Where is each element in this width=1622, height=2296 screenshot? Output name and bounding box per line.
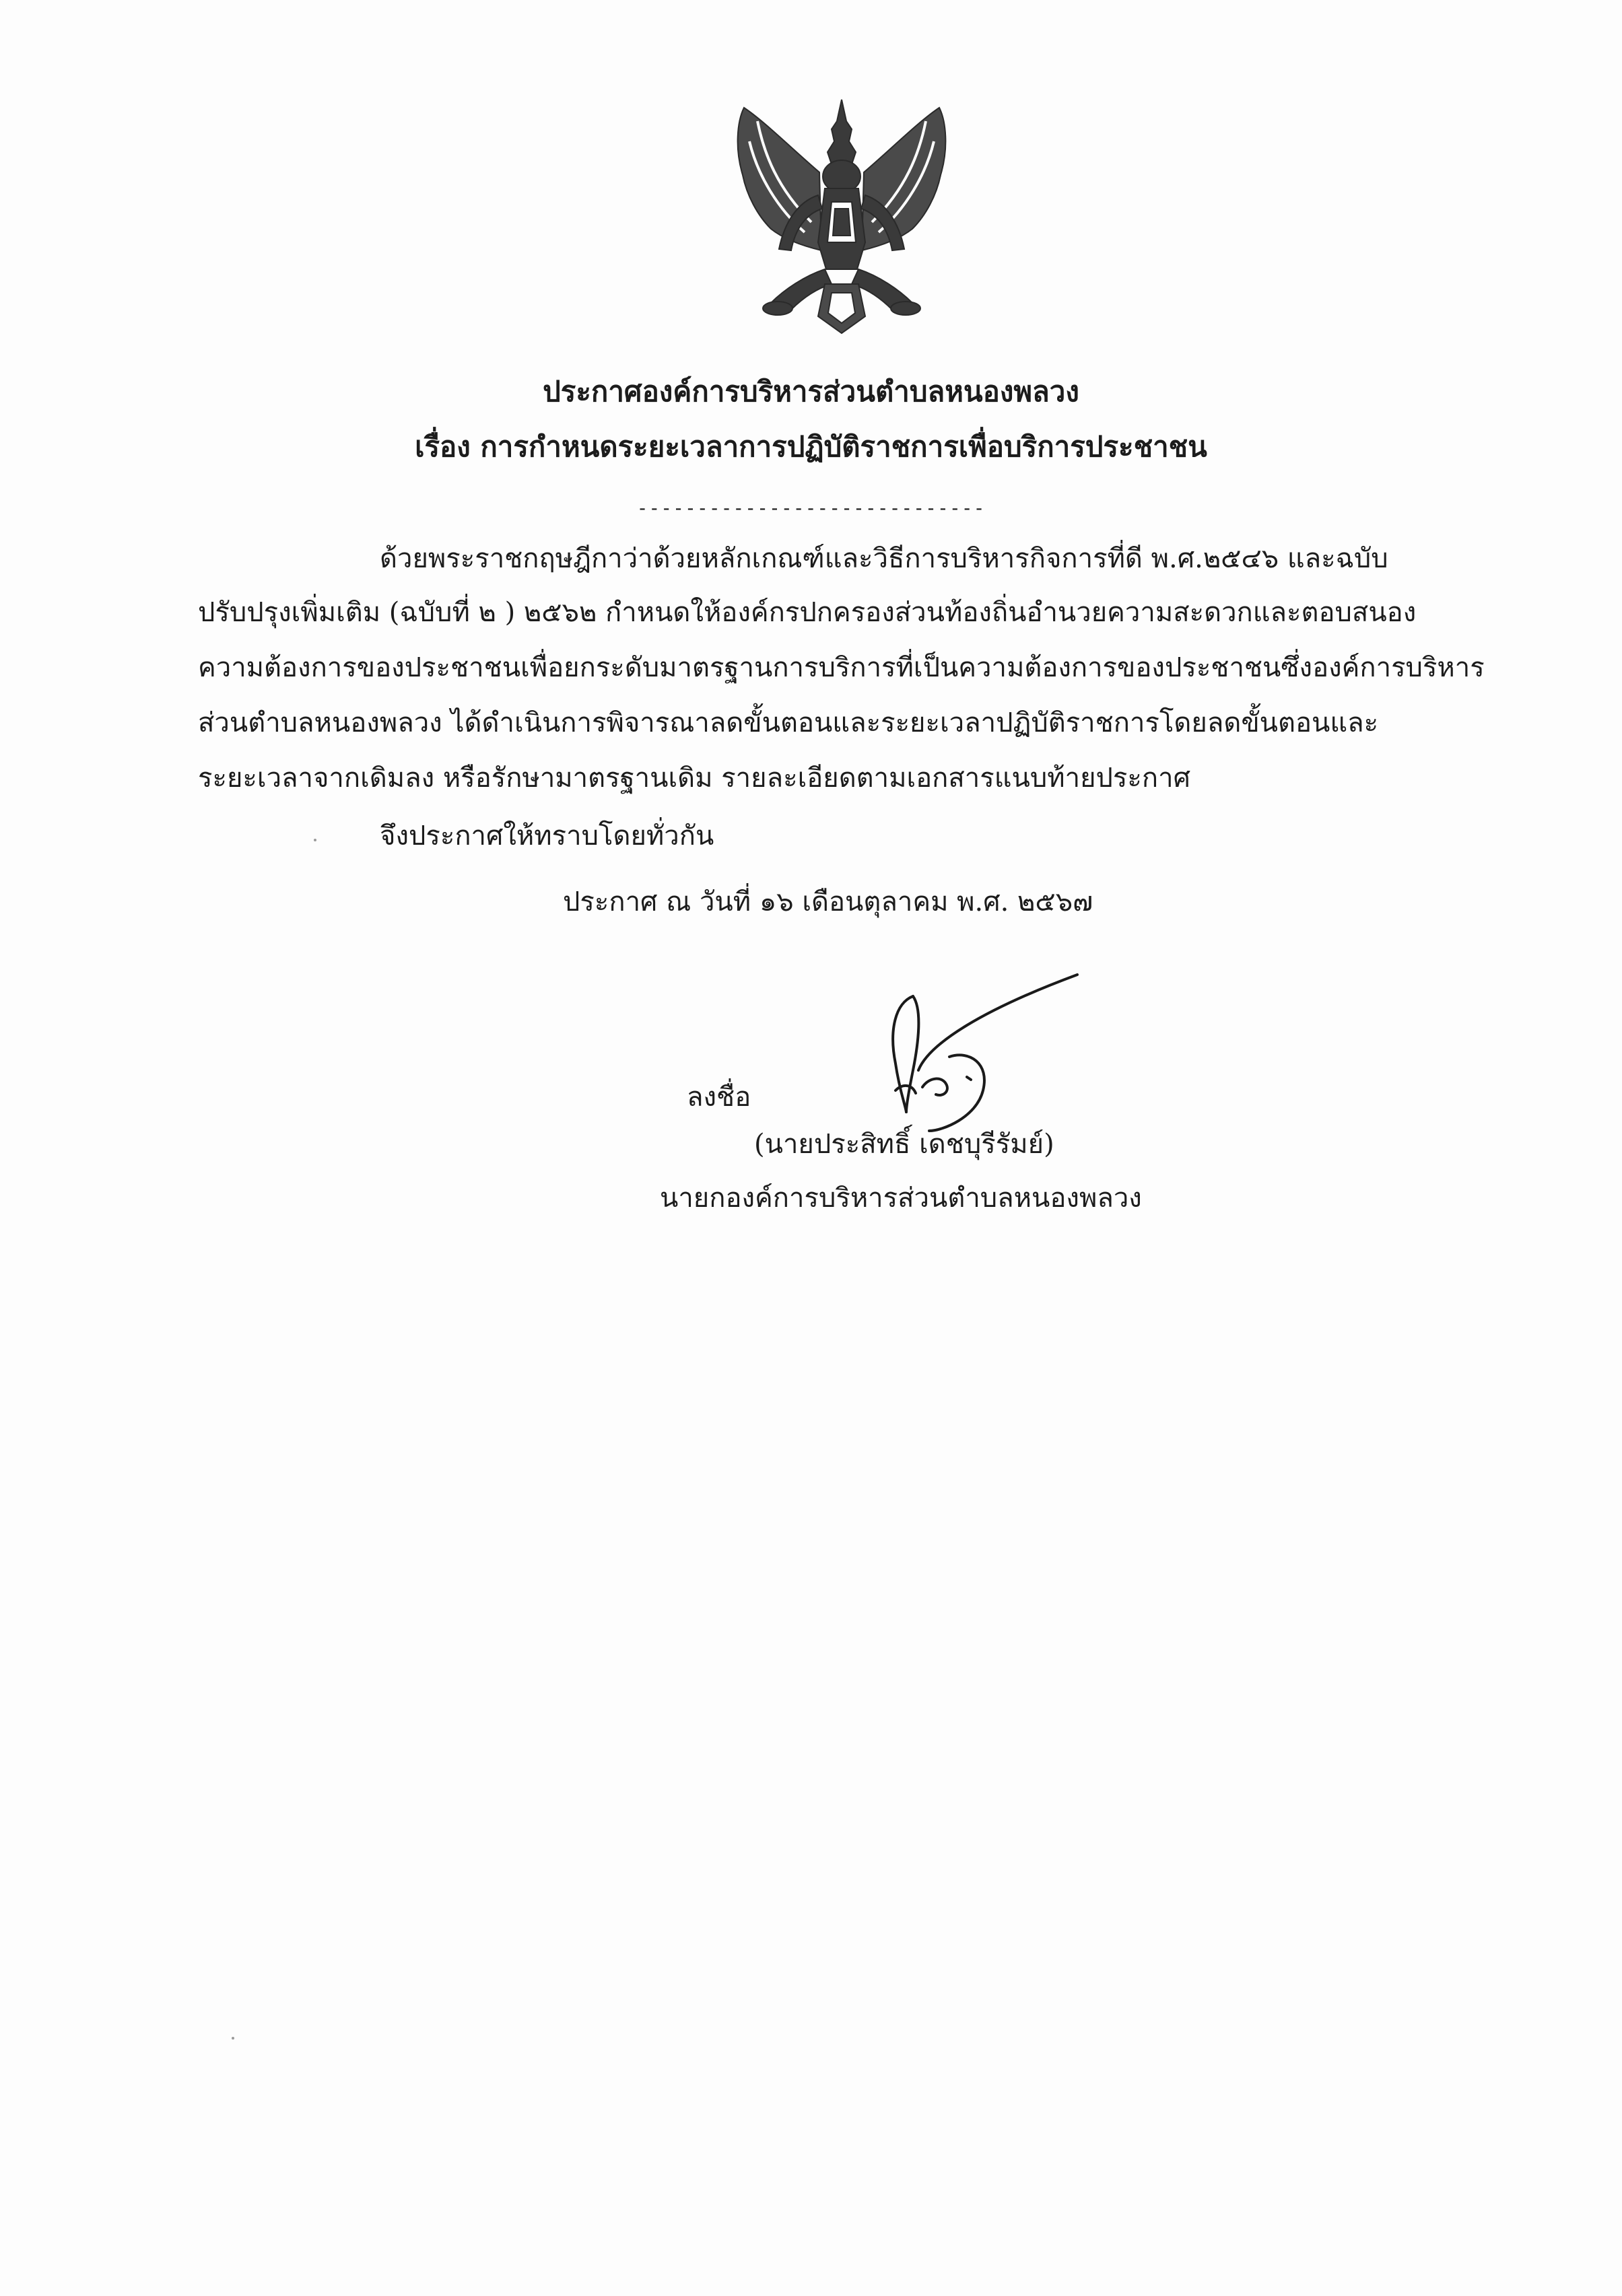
- signer-name: (นายประสิทธิ์ เดชบุรีรัมย์): [754, 1129, 1054, 1160]
- announcement-subject: เรื่อง การกำหนดระยะเวลาการปฏิบัติราชการเพื่อบริการประชาชน: [415, 430, 1207, 463]
- body-line: ความต้องการของประชาชนเพื่อยกระดับมาตรฐานการบริการที่เป็นความต้องการของประชาชนซึ่งองค์การบริหาร: [198, 652, 1485, 683]
- scan-speck: [232, 2037, 234, 2040]
- announcement-date: ประกาศ ณ วันที่ ๑๖ เดือนตุลาคม พ.ศ. ๒๕๖๗: [563, 886, 1093, 917]
- body-line: ปรับปรุงเพิ่มเติม (ฉบับที่ ๒ ) ๒๕๖๒ กำหนดให้องค์กรปกครองส่วนท้องถิ่นอำนวยความสะดวกและตอบสนอง: [198, 597, 1417, 628]
- announcement-title: ประกาศองค์การบริหารส่วนตำบลหนองพลวง: [543, 375, 1079, 408]
- closing-paragraph: [198, 816, 1519, 856]
- body-line: ส่วนตำบลหนองพลวง ได้ดำเนินการพิจารณาลดขั้นตอนและระยะเวลาปฏิบัติราชการโดยลดขั้นตอนและ: [198, 707, 1379, 738]
- body-line: ระยะเวลาจากเดิมลง หรือรักษามาตรฐานเดิม รายละเอียดตามเอกสารแนบท้ายประกาศ: [198, 763, 1190, 794]
- sign-label: ลงชื่อ: [687, 1082, 751, 1113]
- garuda-emblem-icon: [731, 94, 953, 337]
- scan-speck: [314, 839, 316, 841]
- title-divider: -----------------------------: [636, 497, 986, 519]
- handwritten-signature-icon: [848, 969, 1104, 1138]
- body-line: ด้วยพระราชกฤษฎีกาว่าด้วยหลักเกณฑ์และวิธีการบริหารกิจการที่ดี พ.ศ.๒๕๔๖ และฉบับ: [380, 543, 1388, 574]
- announcement-body: [198, 538, 1519, 821]
- signer-position: นายกองค์การบริหารส่วนตำบลหนองพลวง: [660, 1183, 1142, 1214]
- closing-line: จึงประกาศให้ทราบโดยทั่วกัน: [380, 821, 714, 851]
